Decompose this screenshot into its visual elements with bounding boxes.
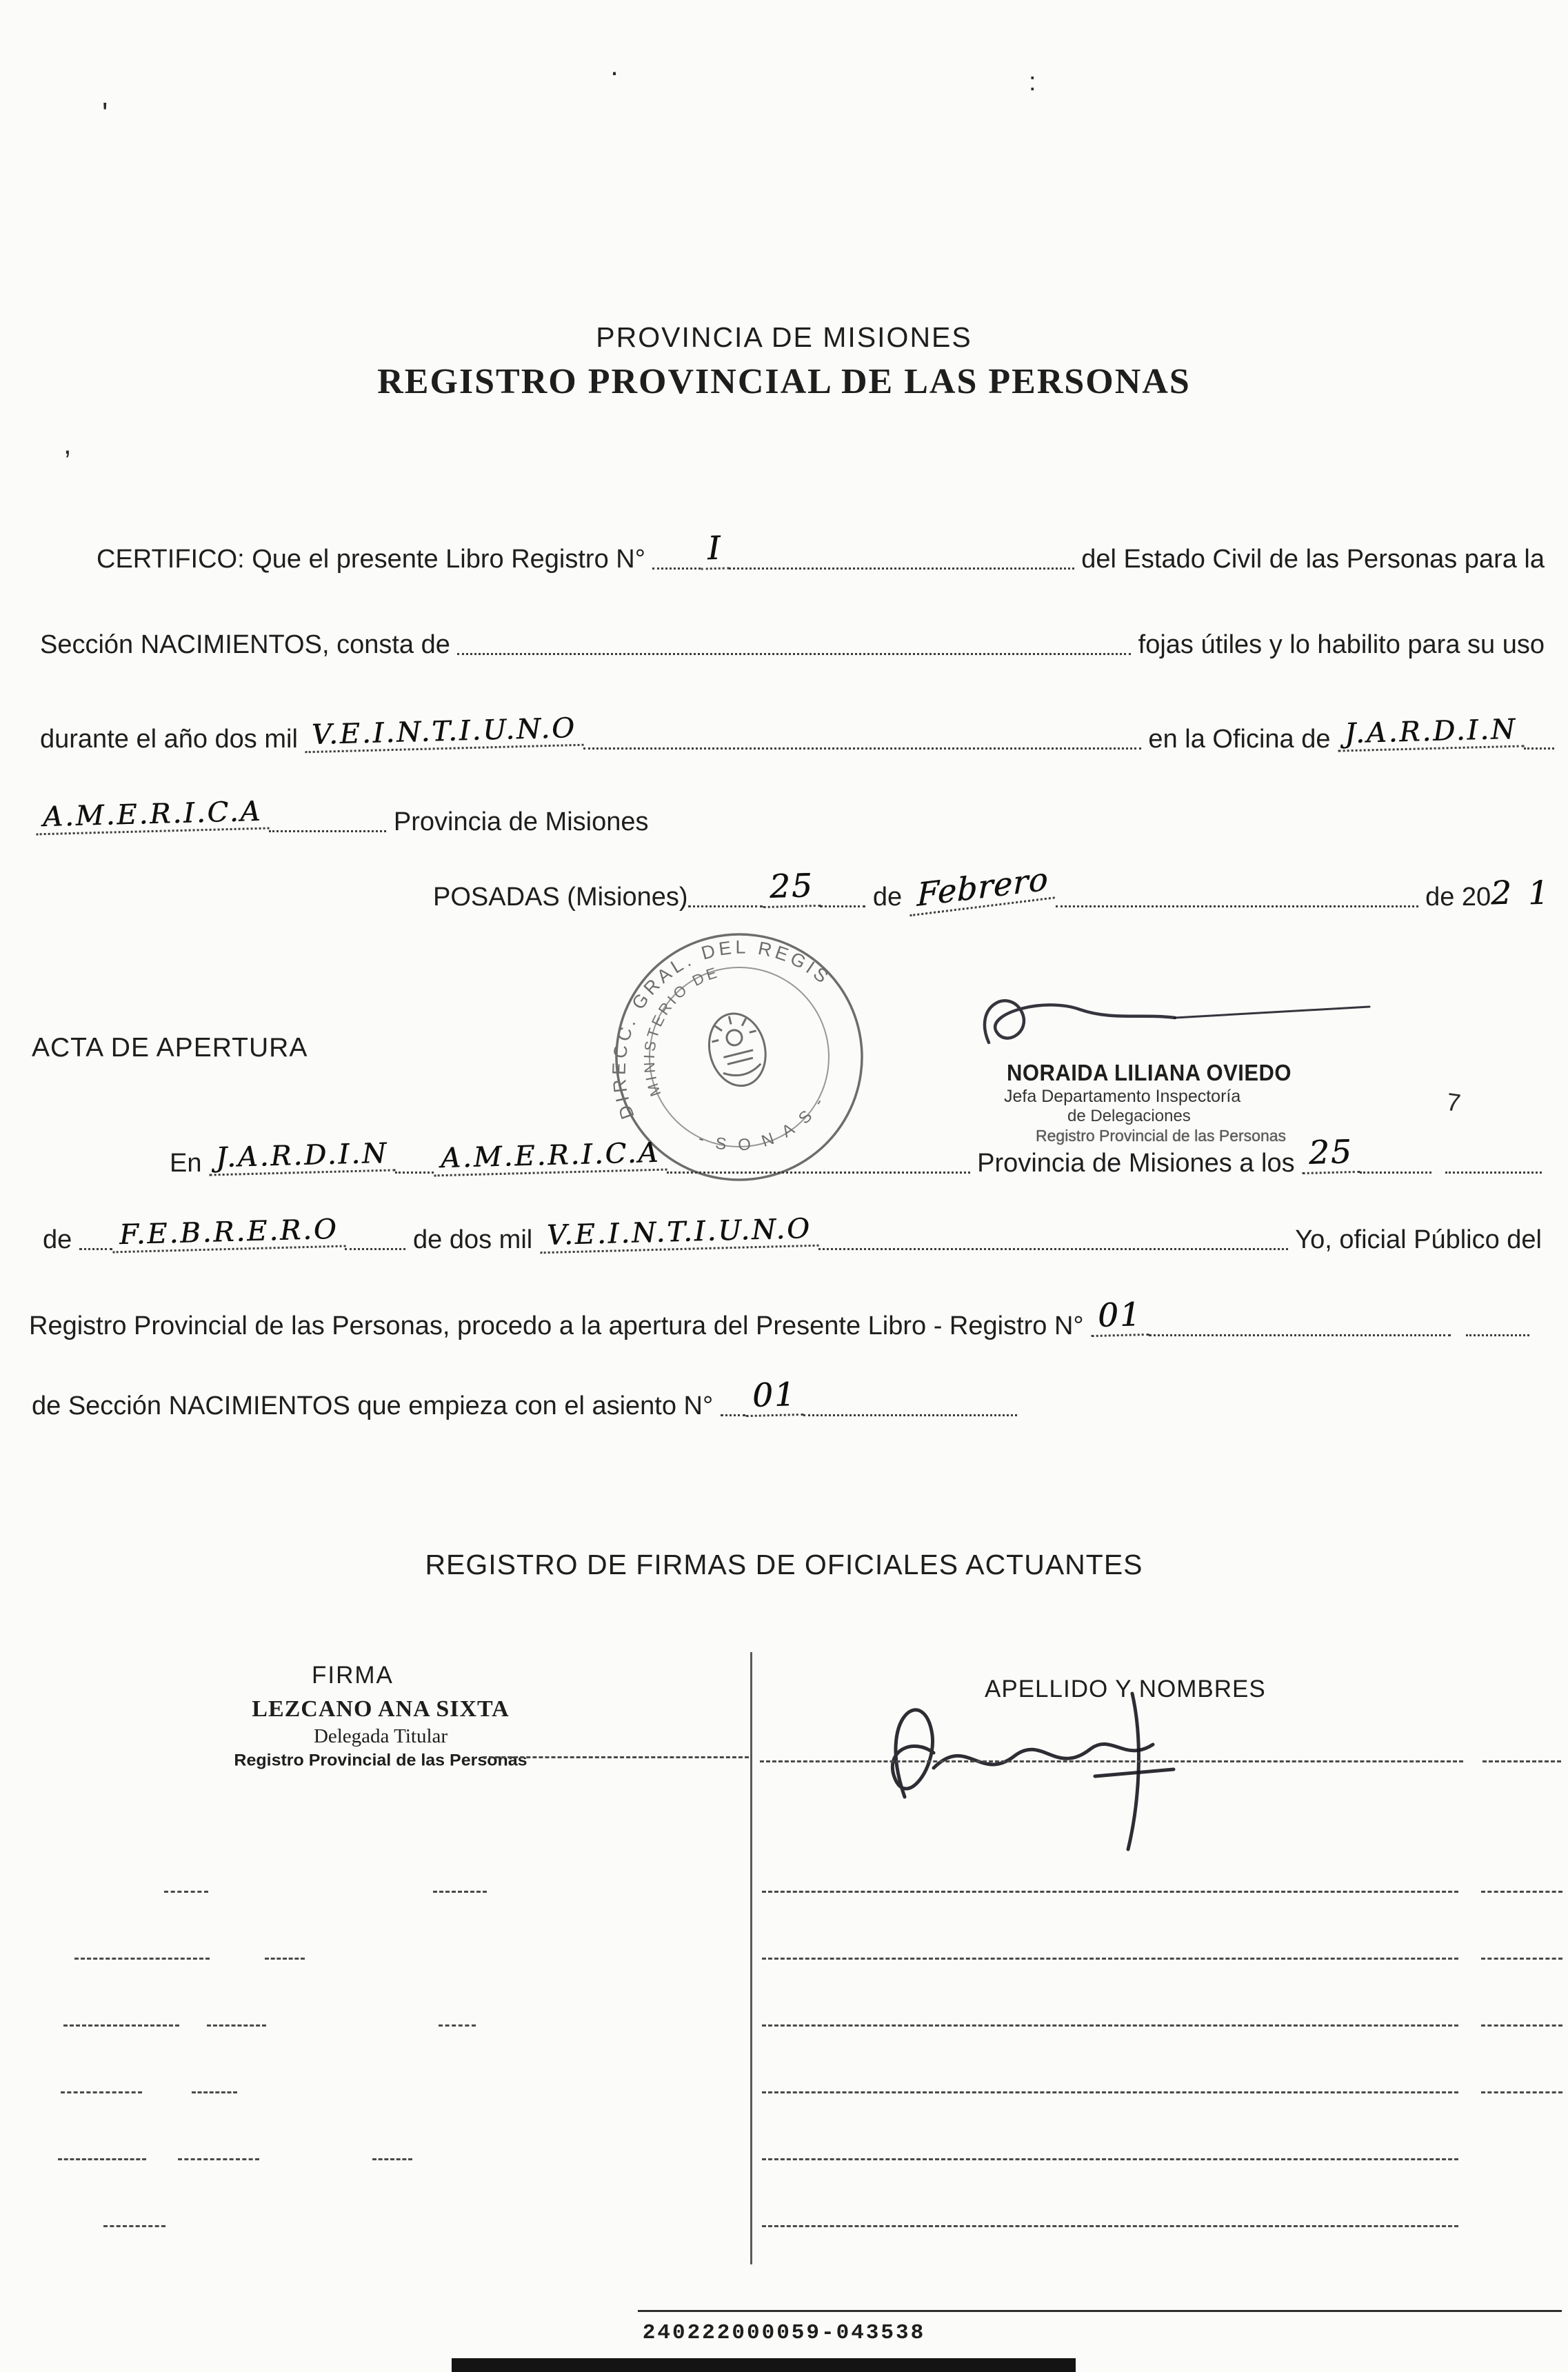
handwritten-year-digit: 1 xyxy=(1527,874,1551,913)
signature-rule-line xyxy=(1482,1760,1561,1762)
svg-text:DIRECC. GRAL. DEL REGIS xyxy=(580,914,856,1123)
signature-rule-line xyxy=(103,2225,165,2227)
signature-rule-line xyxy=(372,2158,412,2160)
dotted-leader xyxy=(721,1407,745,1416)
acta-title: ACTA DE APERTURA xyxy=(32,1033,308,1063)
dotted-leader xyxy=(395,1165,434,1174)
stamp-coat-of-arms xyxy=(702,1007,773,1092)
certifico-text: del Estado Civil de las Personas para la xyxy=(1074,545,1545,574)
spacer xyxy=(1513,905,1528,912)
official-name: LEZCANO ANA SIXTA xyxy=(252,1696,510,1722)
handwritten-month: Febrero xyxy=(909,859,1055,916)
dateline-text: de 20 xyxy=(1418,883,1491,912)
dotted-leader xyxy=(269,823,386,832)
stamp-inner-arc-text: MINISTERIO DE xyxy=(640,963,722,1099)
handwritten-year-word: V.E.I.N.T.I.U.N.O xyxy=(539,1213,818,1254)
document-province-heading: PROVINCIA DE MISIONES xyxy=(596,321,972,353)
oviedo-signature xyxy=(964,982,1378,1063)
dotted-leader xyxy=(79,1241,112,1250)
signature-rule-line xyxy=(63,2024,179,2027)
signature-rule-line xyxy=(1481,2024,1562,2027)
spacer xyxy=(1431,1172,1445,1178)
official-office: Registro Provincial de las Personas xyxy=(234,1751,527,1770)
dotted-leader xyxy=(1524,741,1554,750)
handwritten-book-number: I xyxy=(701,529,730,570)
signer-role: de Delegaciones xyxy=(1067,1107,1191,1126)
dotted-leader xyxy=(583,741,1140,750)
signature-rule-line xyxy=(760,1760,1463,1762)
certifico-text: fojas útiles y lo habilito para su uso xyxy=(1131,630,1545,659)
certifico-text: Sección NACIMIENTOS, consta de xyxy=(40,630,458,659)
barcode-number: 240222000059-043538 xyxy=(642,2321,926,2345)
signature-rule-line xyxy=(164,1891,208,1893)
signatures-register-title: REGISTRO DE FIRMAS DE OFICIALES ACTUANTES xyxy=(425,1549,1143,1580)
dotted-leader xyxy=(345,1241,405,1250)
acta-line-2 xyxy=(43,1212,1542,1255)
dotted-leader xyxy=(652,561,701,570)
signer-role: Jefa Departamento Inspectoría xyxy=(1004,1086,1241,1106)
certifico-text: Provincia de Misiones xyxy=(386,807,649,837)
handwritten-day: 25 xyxy=(1301,1133,1360,1174)
signature-rule-line xyxy=(762,1958,1458,1960)
scan-artifact: , xyxy=(63,428,72,460)
acta-text: de Sección NACIMIENTOS que empieza con el asiento N° xyxy=(32,1391,721,1421)
handwritten-office-name: A.M.E.R.I.C.A xyxy=(35,796,269,836)
certifico-text: en la Oficina de xyxy=(1140,725,1338,754)
certifico-text: durante el año dos mil xyxy=(40,725,305,754)
acta-text: Yo, oficial Público del xyxy=(1288,1225,1542,1255)
signature-rule-line xyxy=(1481,2091,1562,2093)
scan-artifact: ' xyxy=(102,97,108,130)
dotted-leader xyxy=(818,1241,1289,1250)
signer-block xyxy=(964,982,1502,1145)
certifico-line-2 xyxy=(40,630,1545,660)
dotted-leader xyxy=(729,561,1074,570)
stamp-bottom-arc-text: - S O N A S - xyxy=(696,1091,830,1155)
column-header-apellido: APELLIDO Y NOMBRES xyxy=(985,1676,1266,1702)
signature-rule-line xyxy=(439,2024,476,2027)
column-header-firma: FIRMA xyxy=(312,1662,394,1689)
handwritten-day: 25 xyxy=(762,867,821,908)
dateline-place: POSADAS (Misiones) xyxy=(433,883,688,912)
signature-rule-line xyxy=(74,1958,210,1960)
certifico-line-1 xyxy=(97,530,1545,574)
handwritten-month: F.E.B.R.E.R.O xyxy=(112,1214,345,1254)
signature-rule-line xyxy=(762,2225,1458,2227)
scan-artifact: : xyxy=(1029,68,1036,97)
signature-rule-line xyxy=(483,1756,749,1758)
handwritten-seat-number: 01 xyxy=(745,1376,803,1417)
signature-rule-line xyxy=(762,1891,1458,1893)
barcode-bars xyxy=(452,2358,1076,2372)
document-title: REGISTRO PROVINCIAL DE LAS PERSONAS xyxy=(377,362,1191,401)
signature-rule-line xyxy=(762,2158,1458,2160)
acta-line-4 xyxy=(32,1376,1107,1421)
dotted-leader xyxy=(1466,1327,1529,1336)
handwritten-year-word: V.E.I.N.T.I.U.N.O xyxy=(305,712,584,754)
signature-rule-line xyxy=(178,2158,259,2160)
acta-text: En xyxy=(170,1149,210,1178)
certifico-line-4 xyxy=(36,795,712,837)
spacer xyxy=(1451,1334,1466,1341)
scan-artifact: 7 xyxy=(1445,1087,1463,1118)
column-divider-line xyxy=(750,1652,752,2264)
bottom-rule-line xyxy=(638,2310,1562,2312)
signature-rule-line xyxy=(265,1958,305,1960)
signature-rule-line xyxy=(192,2091,237,2093)
handwritten-city: J.A.R.D.I.N xyxy=(208,1137,395,1176)
handwritten-city: A.M.E.R.I.C.A xyxy=(433,1137,667,1177)
official-identity-block xyxy=(222,1696,539,1771)
certifico-line-3 xyxy=(40,712,1554,754)
acta-text: Provincia de Misiones a los xyxy=(969,1149,1303,1178)
stamp-outer-arc-text: DIRECC. GRAL. DEL REGIS xyxy=(608,936,835,1122)
acta-line-1 xyxy=(170,1134,1542,1178)
dotted-leader xyxy=(803,1407,1017,1416)
dotted-leader xyxy=(1445,1165,1542,1174)
dotted-leader xyxy=(1149,1327,1451,1336)
signature-rule-line xyxy=(1481,1958,1562,1960)
handwritten-year-digit: 2 xyxy=(1490,874,1514,913)
signature-rule-line xyxy=(207,2024,266,2027)
signature-rule-line xyxy=(61,2091,142,2093)
dotted-leader xyxy=(1360,1165,1431,1174)
signature-rule-line xyxy=(433,1891,487,1893)
svg-text:MINISTERIO DE xyxy=(619,963,745,1099)
signature-rule-line xyxy=(762,2091,1458,2093)
dotted-leader xyxy=(1056,898,1418,907)
scan-artifact: · xyxy=(610,55,619,88)
lezcano-signature xyxy=(862,1671,1220,1866)
acta-text: Registro Provincial de las Personas, procedo a la apertura del Presente Libro - Registro N° xyxy=(29,1311,1092,1341)
dotted-leader xyxy=(457,646,1131,655)
certifico-text: CERTIFICO: Que el presente Libro Registro N° xyxy=(97,545,653,574)
handwritten-book-number: 01 xyxy=(1090,1296,1149,1337)
signer-name: NORAIDA LILIANA OVIEDO xyxy=(1007,1060,1292,1085)
signature-rule-line xyxy=(1481,1891,1562,1893)
acta-text: de dos mil xyxy=(405,1225,540,1255)
acta-line-3 xyxy=(29,1296,1529,1341)
official-role: Delegada Titular xyxy=(313,1725,448,1747)
signature-rule-line xyxy=(58,2158,146,2160)
acta-text: de xyxy=(43,1225,79,1255)
handwritten-office-name: J.A.R.D.I.N xyxy=(1337,713,1524,752)
dotted-leader xyxy=(667,1165,969,1174)
signature-rule-line xyxy=(762,2024,1458,2027)
dateline-text: de xyxy=(865,883,909,912)
signer-role: Registro Provincial de las Personas xyxy=(1036,1126,1287,1145)
